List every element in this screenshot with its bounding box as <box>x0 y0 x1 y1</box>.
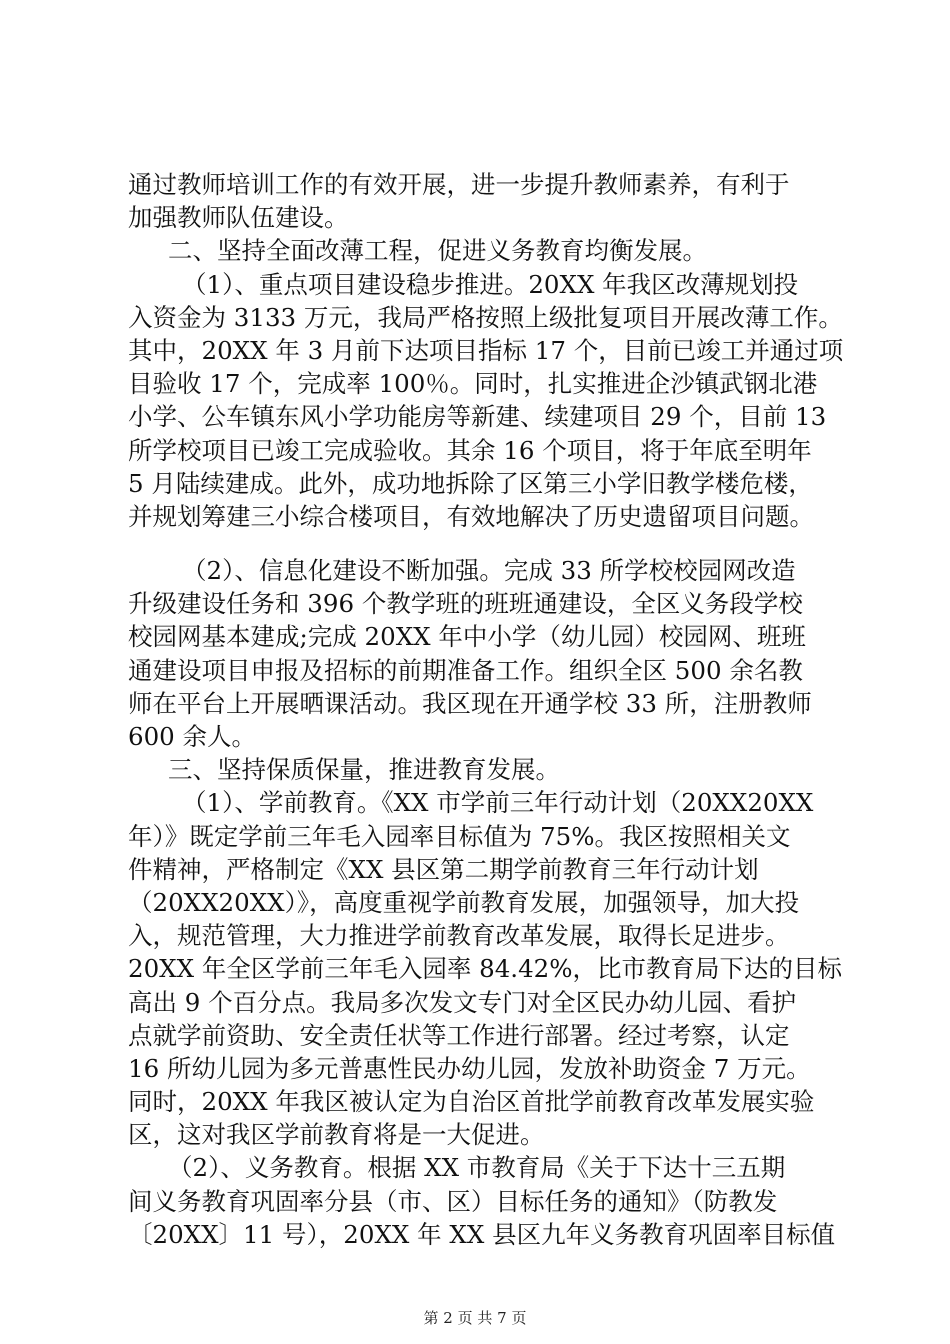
text-line-content: 校园网基本建成;完成 20XX 年中小学（幼儿园）校园网、班班 <box>128 622 806 652</box>
text-line <box>0 268 950 301</box>
text-line-content: 高出 9 个百分点。我局多次发文专门对全区民办幼儿园、看护 <box>128 987 797 1017</box>
text-line-content: 二、坚持全面改薄工程，促进义务教育均衡发展。 <box>168 236 707 266</box>
text-line <box>0 1218 950 1251</box>
text-line <box>0 853 950 886</box>
text-line-content: 入，规范管理，大力推进学前教育改革发展，取得长足进步。 <box>128 921 790 951</box>
text-line-content: 升级建设任务和 396 个教学班的班班通建设，全区义务段学校 <box>128 589 803 619</box>
text-line <box>0 234 950 267</box>
text-line <box>0 168 950 201</box>
text-line-content: 通建设项目申报及招标的前期准备工作。组织全区 500 余名教 <box>128 655 803 685</box>
text-line <box>0 301 950 334</box>
paragraph-gap <box>0 533 950 554</box>
text-line <box>0 654 950 687</box>
text-line-content: 目验收 17 个，完成率 100％。同时，扎实推进企沙镇武钢北港 <box>128 369 818 399</box>
text-line <box>0 886 950 919</box>
text-line-content: 并规划筹建三小综合楼项目，有效地解决了历史遗留项目问题。 <box>128 501 814 531</box>
text-line <box>0 753 950 786</box>
text-line-content: 16 所幼儿园为多元普惠性民办幼儿园，发放补助资金 7 万元。 <box>128 1053 811 1083</box>
text-line-content: 同时，20XX 年我区被认定为自治区首批学前教育改革发展实验 <box>128 1087 815 1117</box>
text-line <box>0 786 950 819</box>
text-line <box>0 687 950 720</box>
text-line-content: （1）、重点项目建设稳步推进。20XX 年我区改薄规划投 <box>182 269 799 299</box>
text-line-content: 三、坚持保质保量，推进教育发展。 <box>168 755 560 785</box>
text-line <box>0 1052 950 1085</box>
text-line-content: 600 余人。 <box>128 722 257 751</box>
text-line <box>0 201 950 234</box>
text-line <box>0 1019 950 1052</box>
text-line-content: 所学校项目已竣工完成验收。其余 16 个项目，将于年底至明年 <box>128 435 812 465</box>
text-line-content: 件精神，严格制定《XX 县区第二期学前教育三年行动计划 <box>128 854 759 884</box>
text-line-content: 年）》既定学前三年毛入园率目标值为 75%。我区按照相关文 <box>128 821 791 851</box>
text-line <box>0 1118 950 1151</box>
text-line <box>0 820 950 853</box>
text-line <box>0 500 950 533</box>
text-line-content: 加强教师队伍建设。 <box>128 203 349 233</box>
text-line <box>0 620 950 653</box>
text-line-content: 小学、公车镇东风小学功能房等新建、续建项目 29 个，目前 13 <box>128 402 827 432</box>
text-line-content: （2）、信息化建设不断加强。完成 33 所学校校园网改造 <box>182 556 796 586</box>
text-line <box>0 367 950 400</box>
text-line <box>0 919 950 952</box>
text-line-content: 入资金为 3133 万元，我局严格按照上级批复项目开展改薄工作。 <box>128 302 843 332</box>
text-line <box>0 1151 950 1184</box>
text-line <box>0 986 950 1019</box>
text-line-content: 20XX 年全区学前三年毛入园率 84.42%，比市教育局下达的目标 <box>128 954 843 984</box>
text-line-content: 通过教师培训工作的有效开展，进一步提升教师素养，有利于 <box>128 170 790 199</box>
text-line <box>0 467 950 500</box>
text-line <box>0 587 950 620</box>
text-line <box>0 400 950 433</box>
page-footer: 第 2 页 共 7 页 <box>423 1309 527 1327</box>
text-line-content: 区，这对我区学前教育将是一大促进。 <box>128 1120 545 1150</box>
text-line-content: 间义务教育巩固率分县（市、区）目标任务的通知》（防教发 <box>128 1186 778 1216</box>
text-line <box>0 720 950 753</box>
text-line <box>0 1185 950 1218</box>
text-line-content: 〔20XX〕11 号），20XX 年 XX 县区九年义务教育巩固率目标值 <box>128 1219 836 1249</box>
text-line-content: 师在平台上开展晒课活动。我区现在开通学校 33 所，注册教师 <box>128 688 812 718</box>
text-line-content: 点就学前资助、安全责任状等工作进行部署。经过考察，认定 <box>128 1020 790 1050</box>
text-line <box>0 434 950 467</box>
text-line <box>0 554 950 587</box>
text-line <box>0 952 950 985</box>
text-line <box>0 1085 950 1118</box>
document-body <box>0 168 950 1251</box>
text-line-content: （20XX20XX）》，高度重视学前教育发展，加强领导，加大投 <box>128 887 800 917</box>
text-line-content: 其中，20XX 年 3 月前下达项目指标 17 个，目前已竣工并通过项 <box>128 335 844 365</box>
text-line <box>0 334 950 367</box>
text-line-content: （1）、学前教育。《XX 市学前三年行动计划（20XX20XX <box>182 788 814 818</box>
text-line-content: （2）、义务教育。根据 XX 市教育局《关于下达十三五期 <box>168 1153 786 1183</box>
text-line-content: 5 月陆续建成。此外，成功地拆除了区第三小学旧教学楼危楼， <box>128 468 813 498</box>
